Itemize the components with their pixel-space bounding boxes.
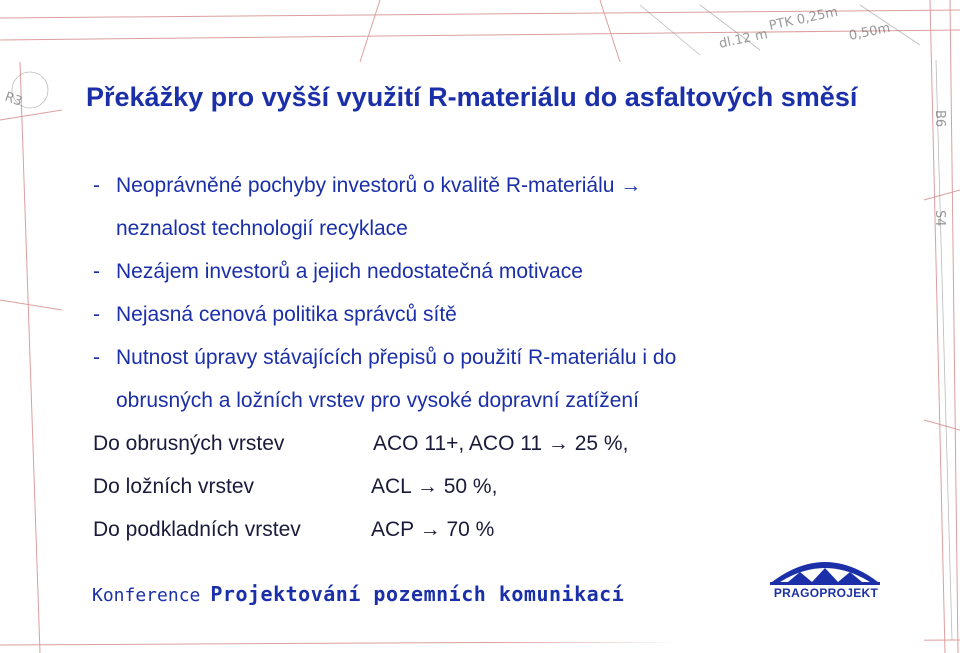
layer-label: Do ložních vrstev [93,475,255,498]
bullet-1-continuation: neznalost technologií recyklace [116,217,408,240]
drawing-label-3: 0,50m [847,20,892,44]
bullet-1 [93,172,893,199]
bullet-text: Nutnost úpravy stávajících přepisů o použití R-materiálu i do [116,346,677,369]
drawing-label-4: R3 [2,89,25,110]
layer-value: ACO 11+, ACO 11 → 25 %, [373,432,629,455]
layer-label: Do obrusných vrstev [93,432,285,455]
conference-footer [92,582,624,606]
bullet-dash: - [93,174,100,197]
conference-prefix: Konference [92,585,201,606]
bullet-text: Nezájem investorů a jejich nedostatečná motivace [116,260,583,283]
bullet-dash: - [93,303,100,326]
bullet-list [93,172,893,559]
bullet-dash: - [93,260,100,283]
bullet-dash: - [93,346,100,369]
layer-row-podkladni [93,516,893,543]
bullet-2 [93,258,893,285]
bullet-4 [93,344,893,371]
layer-row-lozne [93,473,893,500]
drawing-label-5: B6 [932,110,947,128]
drawing-label-6: S4 [932,210,947,227]
layer-label: Do podkladních vrstev [93,518,301,541]
conference-name: Projektování pozemních komunikací [210,582,625,606]
bullet-text: Neoprávněné pochyby investorů o kvalitě R-materiálu → [116,174,642,197]
logo-text: PRAGOPROJEKT [773,586,879,600]
drawing-label-2: dl.12 m [717,26,770,52]
bullet-3 [93,301,893,328]
layer-value: ACP → 70 % [371,518,495,541]
layer-row-obrusne [93,430,893,457]
bullet-4-continuation: obrusných a ložních vrstev pro vysoké dopravní zatížení [116,389,639,412]
drawing-label-1: PTK 0,25m [767,4,840,34]
slide-title: Překážky pro vyšší využití R-materiálu do asfaltových směsí [86,82,858,112]
layer-value: ACL → 50 %, [371,475,498,498]
bullet-text: Nejasná cenová politika správců sítě [116,303,457,326]
